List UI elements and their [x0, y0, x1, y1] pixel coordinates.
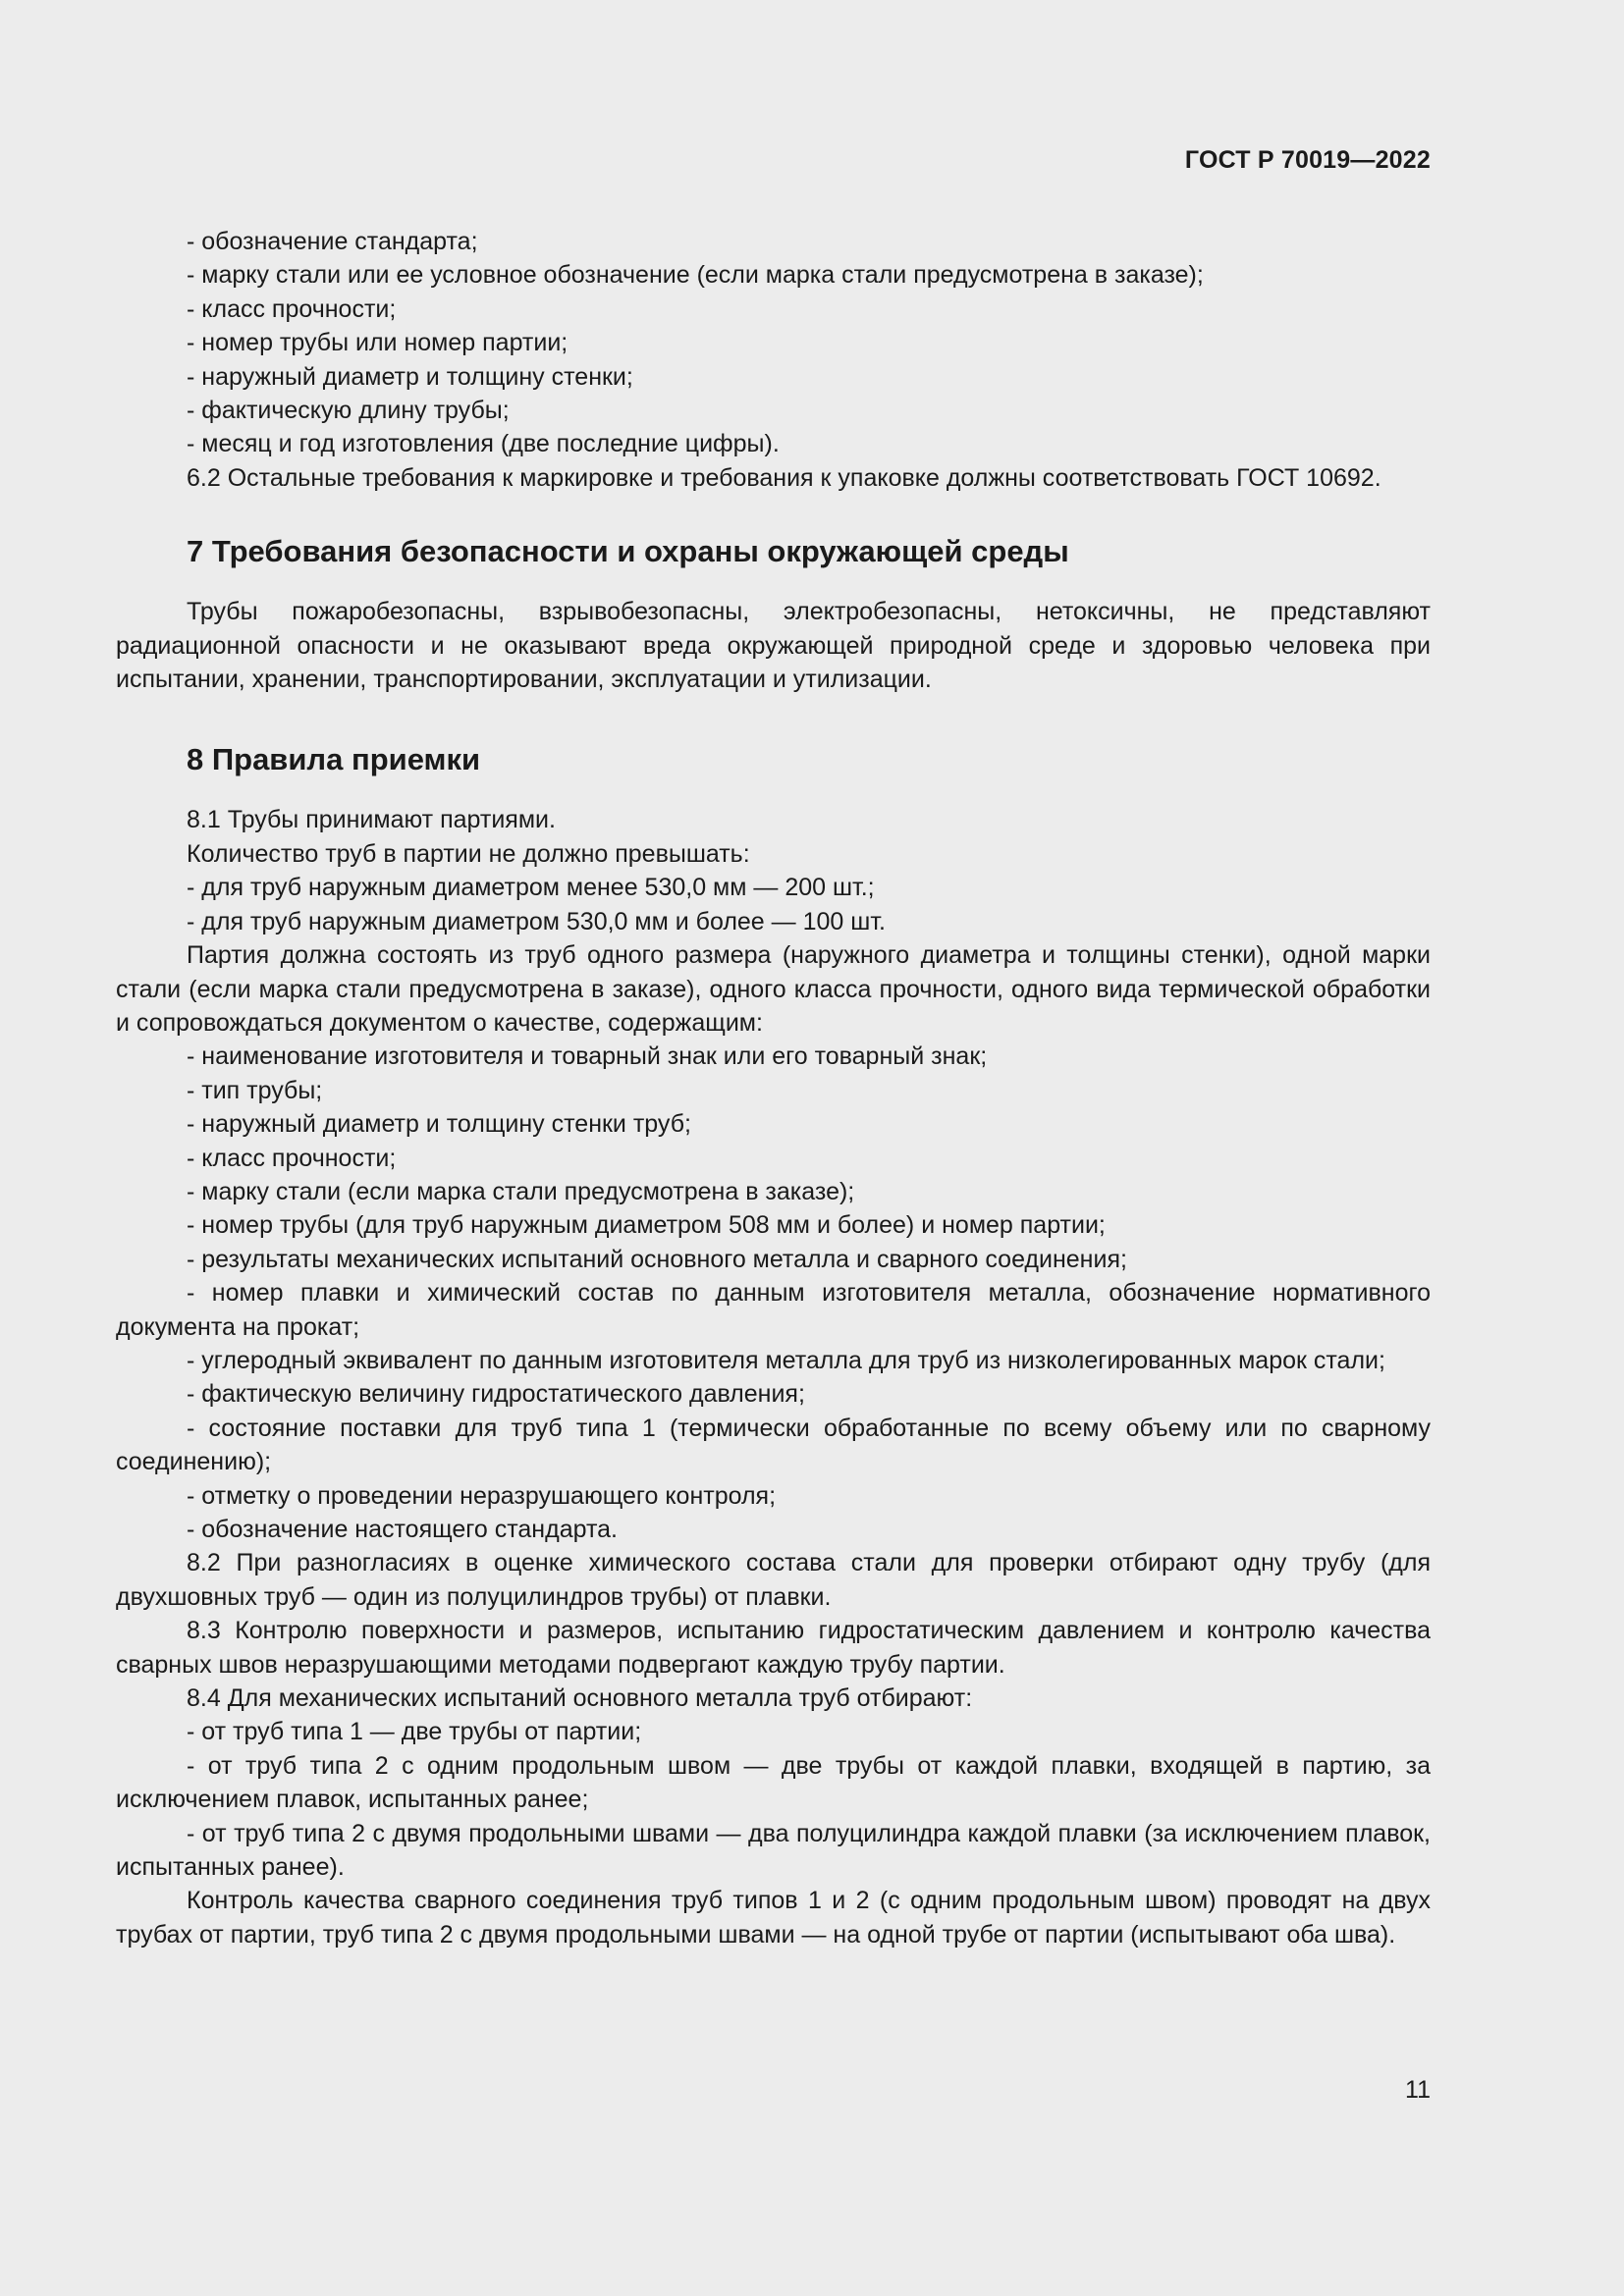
list-item: - от труб типа 2 с двумя продольными швами — два полуцилиндра каждой плавки (за исключением плавок, испытанных ранее). — [116, 1819, 1431, 1882]
quantity-intro: Количество труб в партии не должно превышать: — [187, 839, 750, 868]
paragraph-8-1: 8.1 Трубы принимают партиями. — [187, 806, 556, 834]
list-item: - отметку о проведении неразрушающего контроля; — [187, 1481, 777, 1510]
list-item: - обозначение стандарта; — [187, 228, 478, 255]
list-item: - наружный диаметр и толщину стенки труб; — [187, 1110, 691, 1139]
quantity-list — [116, 871, 1431, 938]
list-item: - результаты механических испытаний основного металла и сварного соединения; — [187, 1245, 1127, 1273]
mechanical-test-list — [116, 1715, 1431, 1884]
paragraph-8-4: 8.4 Для механических испытаний основного металла труб отбирают: — [187, 1684, 973, 1713]
list-item: - от труб типа 1 — две трубы от партии; — [187, 1718, 642, 1746]
list-item: - класс прочности; — [187, 1144, 397, 1172]
list-item: - номер трубы или номер партии; — [187, 329, 568, 357]
list-item: - углеродный эквивалент по данным изготовителя металла для труб из низколегированных марок стали; — [187, 1346, 1385, 1374]
page-content — [116, 225, 1431, 1951]
list-item: - номер плавки и химический состав по данным изготовителя металла, обозначение нормативного документа на прокат; — [116, 1279, 1431, 1341]
batch-paragraph: Партия должна состоять из труб одного размера (наружного диаметра и толщины стенки), одной марки стали (если марка стали предусмотрена в заказе), одного класса прочности, одного вида термической обработки и сопровождаться документом о качестве, содержащим: — [116, 941, 1431, 1037]
section-7-text: Трубы пожаробезопасны, взрывобезопасны, электробезопасны, нетоксичны, не представляют радиационной опасности и не оказывают вреда окружающей природной среде и здоровью человека при испытании, хранении, транспортировании, эксплуатации и утилизации. — [116, 598, 1431, 694]
list-item: - обозначение настоящего стандарта. — [187, 1516, 618, 1543]
list-item: - для труб наружным диаметром менее 530,0 мм — 200 шт.; — [187, 874, 875, 902]
paragraph-8-3: 8.3 Контролю поверхности и размеров, испытанию гидростатическим давлением и контролю качества сварных швов неразрушающими методами подвергают каждую трубу партии. — [116, 1617, 1431, 1679]
paragraph-6-2: 6.2 Остальные требования к маркировке и требования к упаковке должны соответствовать ГОСТ 10692. — [187, 463, 1381, 492]
list-item: - фактическую длину трубы; — [187, 397, 510, 425]
document-code: ГОСТ Р 70019—2022 — [1184, 146, 1431, 174]
list-item: - месяц и год изготовления (две последние цифры). — [187, 430, 780, 458]
list-item: - марку стали (если марка стали предусмотрена в заказе); — [187, 1177, 855, 1205]
list-item: - наименование изготовителя и товарный знак или его товарный знак; — [187, 1042, 988, 1071]
marking-list — [116, 225, 1431, 461]
list-item: - марку стали или ее условное обозначение (если марка стали предусмотрена в заказе); — [187, 261, 1204, 290]
quality-document-list — [116, 1040, 1431, 1546]
list-item: - номер трубы (для труб наружным диаметром 508 мм и более) и номер партии; — [187, 1211, 1106, 1240]
list-item: - от труб типа 2 с одним продольным швом — две трубы от каждой плавки, входящей в партию, за исключением плавок, испытанных ранее; — [116, 1751, 1431, 1814]
section-8-title: 8 Правила приемки — [187, 742, 481, 777]
paragraph-8-2: 8.2 При разногласиях в оценке химического состава стали для проверки отбирают одну трубу (для двухшовных труб — один из полуцилиндров трубы) от плавки. — [116, 1549, 1431, 1611]
page-number: 11 — [1405, 2076, 1431, 2104]
list-item: - состояние поставки для труб типа 1 (термически обработанные по всему объему или по сварному соединению); — [116, 1414, 1431, 1476]
list-item: - фактическую величину гидростатического давления; — [187, 1380, 805, 1409]
list-item: - класс прочности; — [187, 294, 397, 323]
list-item: - тип трубы; — [187, 1076, 323, 1104]
section-7-title: 7 Требования безопасности и охраны окружающей среды — [187, 534, 1069, 569]
list-item: - для труб наружным диаметром 530,0 мм и более — 100 шт. — [187, 907, 886, 935]
weld-control-paragraph: Контроль качества сварного соединения труб типов 1 и 2 (с одним продольным швом) проводят на двух трубах от партии, труб типа 2 с двумя продольными швами — на одной трубе от партии (испытывают оба шва). — [116, 1887, 1431, 1949]
list-item: - наружный диаметр и толщину стенки; — [187, 362, 633, 391]
